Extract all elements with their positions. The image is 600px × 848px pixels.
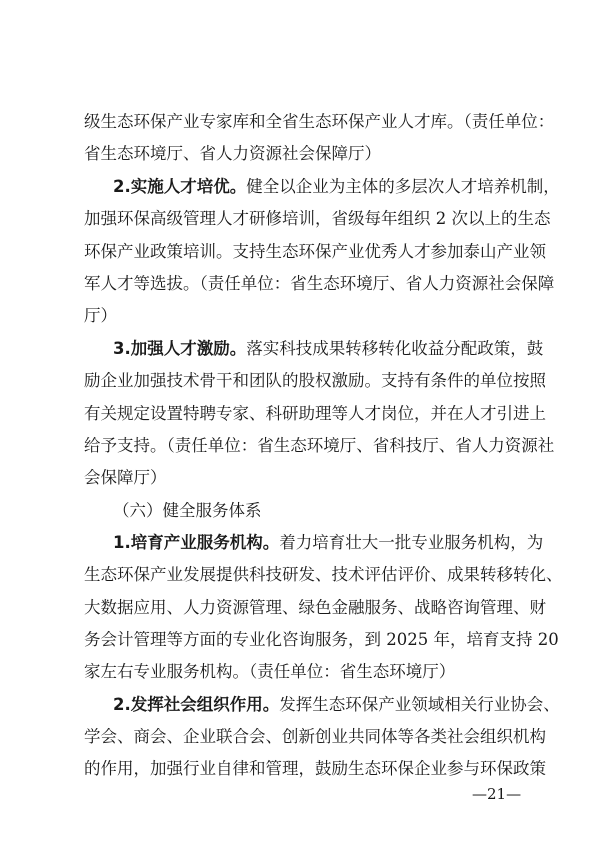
para-text: 着力培育壮大一批专业服务机构，为 xyxy=(279,533,544,552)
para-line: 的作用，加强行业自律和管理，鼓励生态环保企业参与环保政策 xyxy=(84,759,546,778)
para-line: 加强环保高级管理人才研修培训，省级每年组织 2 次以上的生态 xyxy=(84,209,551,228)
para-line: 军人才等选拔。（责任单位：省生态环境厅、省人力资源社会保障 xyxy=(84,274,555,293)
para-line xyxy=(113,171,600,203)
para-line: 会保障厅） xyxy=(84,468,167,487)
para-line: 家左右专业服务机构。（责任单位：省生态环境厅） xyxy=(84,662,456,681)
para-line xyxy=(113,689,600,721)
para-line: 级生态环保产业专家库和全省生态环保产业人才库。（责任单位： xyxy=(84,112,555,131)
para-line xyxy=(113,333,600,365)
para-text: 发挥生态环保产业领域相关行业协会、 xyxy=(279,695,560,714)
para-line: 务会计管理等方面的专业化咨询服务，到 2025 年，培育支持 20 xyxy=(84,630,559,649)
para-line: 省生态环境厅、省人力资源社会保障厅） xyxy=(84,144,381,163)
para-text: 落实科技成果转移转化收益分配政策，鼓 xyxy=(246,339,544,358)
para-line: 给予支持。（责任单位：省生态环境厅、省科技厅、省人力资源社 xyxy=(84,436,555,455)
item-heading: 1.培育产业服务机构。 xyxy=(113,533,280,552)
para-line: 厅） xyxy=(84,306,117,325)
para-line: 学会、商会、企业联合会、创新创业共同体等各类社会组织机构 xyxy=(84,727,546,746)
page-number: —21— xyxy=(472,785,522,803)
section-heading: （六）健全服务体系 xyxy=(113,501,262,520)
para-line: 有关规定设置特聘专家、科研助理等人才岗位，并在人才引进上 xyxy=(84,404,546,423)
para-line: 生态环保产业发展提供科技研发、技术评估评价、成果转移转化、 xyxy=(84,565,563,584)
para-line xyxy=(113,527,600,559)
para-line: 环保产业政策培训。支持生态环保产业优秀人才参加泰山产业领 xyxy=(84,242,546,261)
item-heading: 3.加强人才激励。 xyxy=(113,339,247,358)
item-heading: 2.实施人才培优。 xyxy=(113,177,247,196)
para-line: 励企业加强技术骨干和团队的股权激励。支持有条件的单位按照 xyxy=(84,371,546,390)
para-line: 大数据应用、人力资源管理、绿色金融服务、战略咨询管理、财 xyxy=(84,598,546,617)
item-heading: 2.发挥社会组织作用。 xyxy=(113,695,280,714)
para-text: 健全以企业为主体的多层次人才培养机制， xyxy=(246,177,560,196)
